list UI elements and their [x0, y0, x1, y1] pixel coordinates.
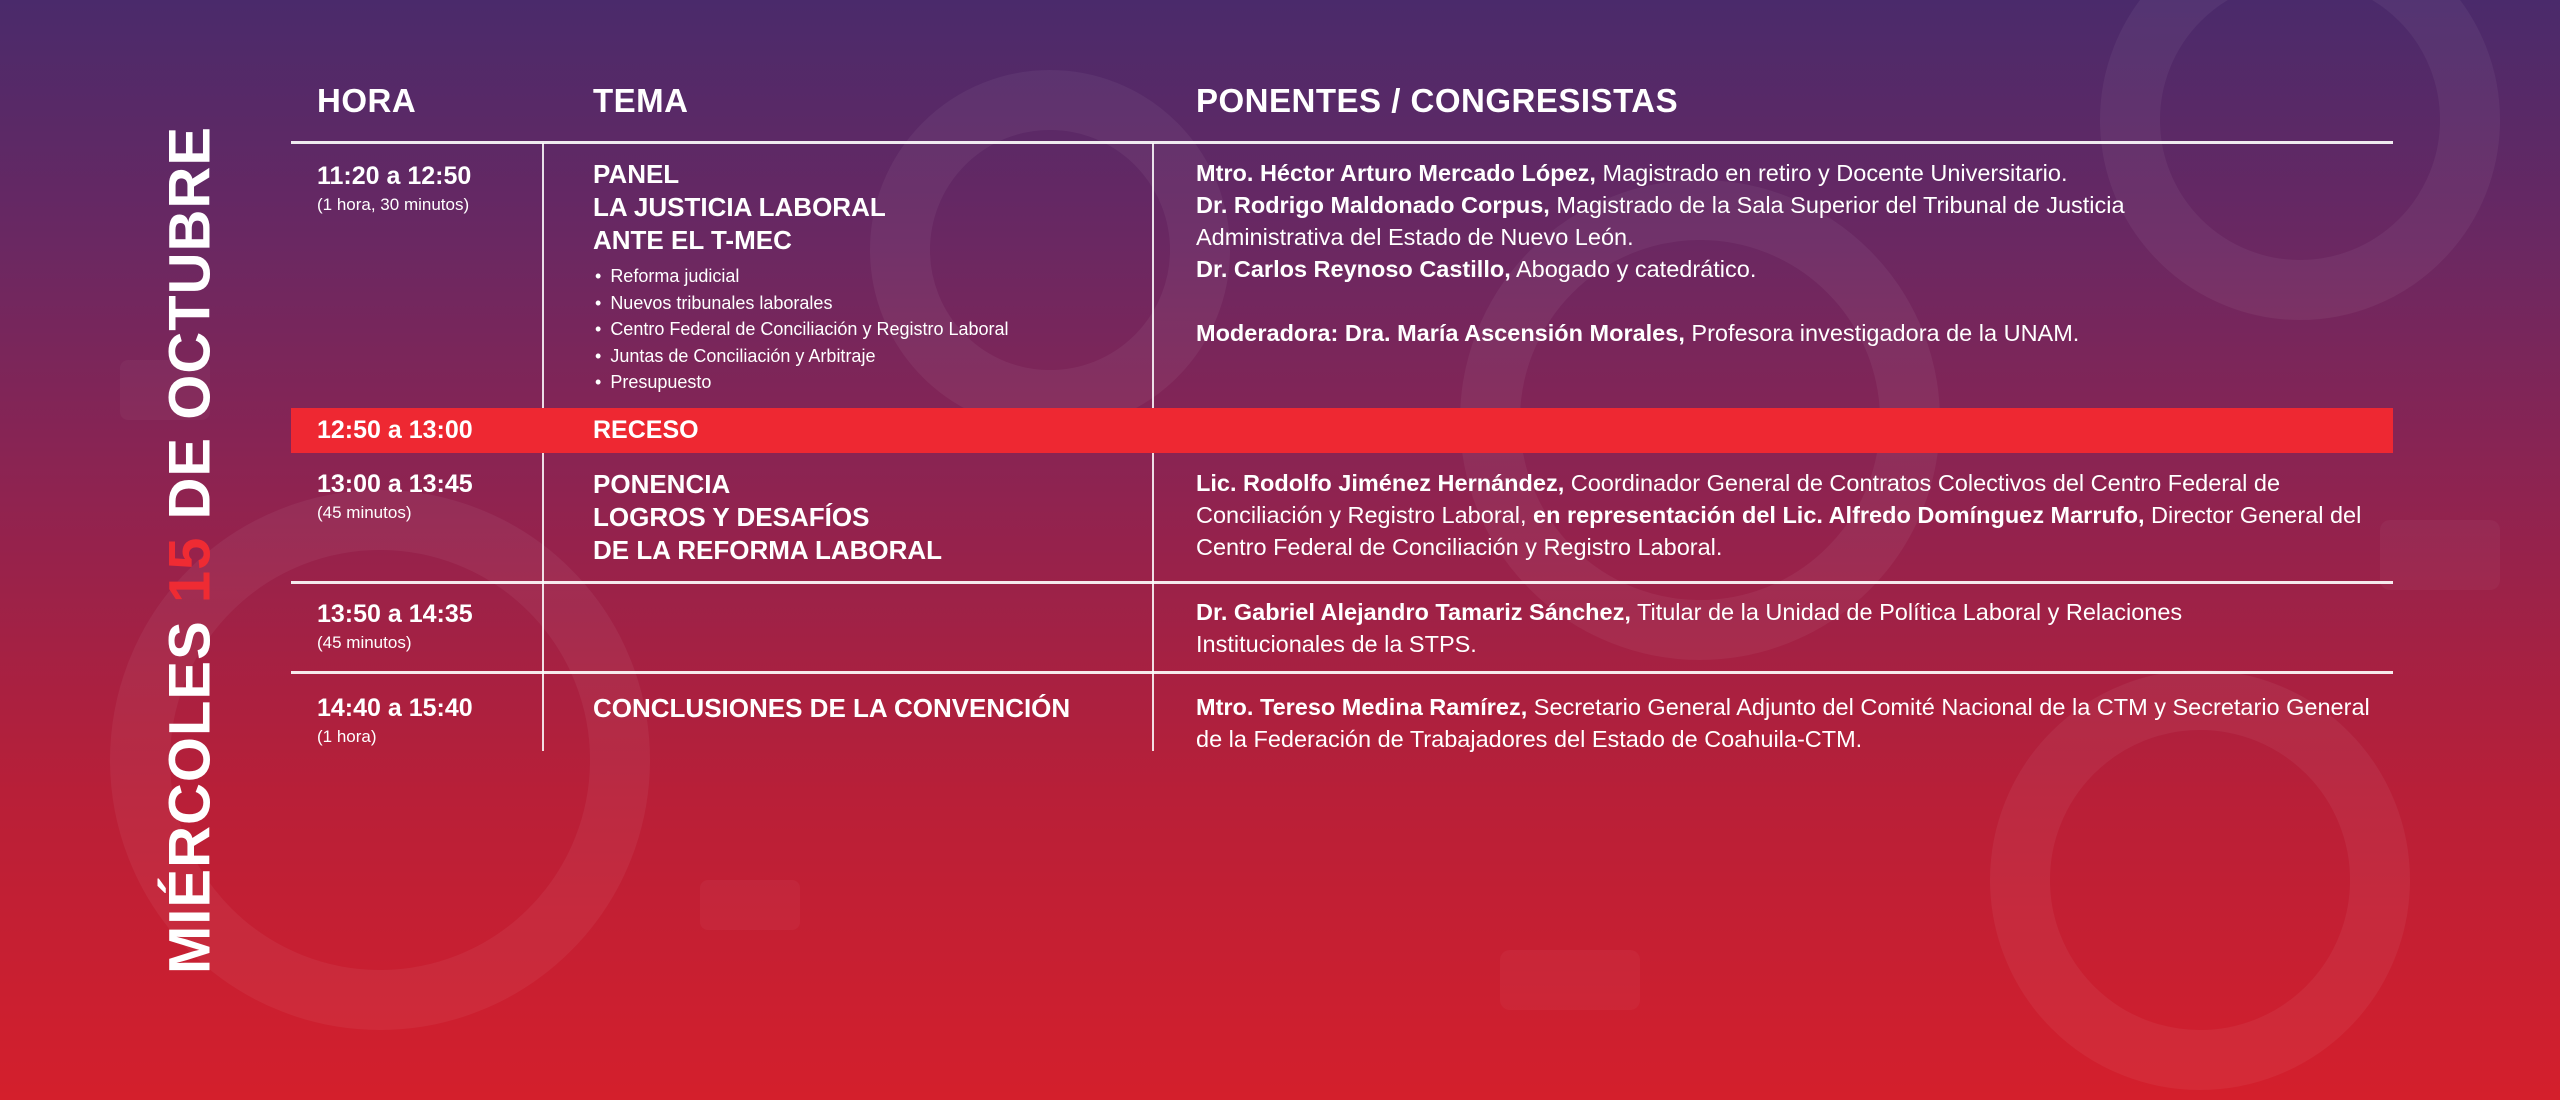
row-divider: [291, 671, 2393, 674]
moderator-entry: [1196, 317, 2396, 349]
row1-duration: (1 hora, 30 minutos): [317, 195, 470, 214]
recess-label: RECESO: [593, 416, 699, 444]
row3-speakers: [1196, 467, 2396, 563]
speaker-entry: [1196, 467, 2396, 563]
bullet-item: • Reforma judicial: [595, 263, 1009, 290]
speaker-name: Lic. Rodolfo Jiménez Hernández,: [1196, 470, 1565, 496]
day-title-prefix: MIÉRCOLES: [157, 603, 223, 975]
topic-line: PANEL: [593, 159, 680, 189]
speaker-emphasis: en representación del Lic. Alfredo Domínguez Marrufo,: [1533, 502, 2145, 528]
speaker-entry: [1196, 189, 2256, 253]
schedule-table: [291, 0, 2393, 1100]
speaker-name: Dr. Rodrigo Maldonado Corpus,: [1196, 192, 1550, 218]
row5-speakers: [1196, 691, 2376, 755]
row5-topic: CONCLUSIONES DE LA CONVENCIÓN: [593, 693, 1071, 723]
speaker-desc: Titular de la Unidad de Política Laboral y Relaciones Institucionales de la STPS.: [1196, 599, 2183, 657]
speaker-entry: [1196, 691, 2376, 755]
topic-line: LOGROS Y DESAFÍOS: [593, 502, 870, 532]
speaker-desc: Secretario General Adjunto del Comité Nacional de la CTM y Secretario General de la Federación de Trabajadores del Estado de Coahuila-CTM.: [1196, 694, 2370, 752]
row5-duration: (1 hora): [317, 727, 377, 746]
row3-duration: (45 minutos): [317, 503, 412, 522]
speaker-entry: [1196, 253, 2396, 285]
column-divider: [1152, 453, 1154, 751]
row1-speakers: [1196, 157, 2396, 349]
header-tema: TEMA: [593, 82, 689, 119]
speaker-desc: Magistrado en retiro y Docente Universitario.: [1595, 160, 2068, 186]
speaker-entry: [1196, 596, 2316, 660]
speaker-name: Mtro. Tereso Medina Ramírez,: [1196, 694, 1528, 720]
speaker-name: Moderadora: Dra. María Ascensión Morales,: [1196, 320, 1685, 346]
row4-speakers: [1196, 596, 2316, 660]
topic-line: LA JUSTICIA LABORAL: [593, 192, 886, 222]
day-title-number: 15: [157, 536, 223, 604]
speaker-desc: Abogado y catedrático.: [1510, 256, 1757, 282]
speaker-name: Dr. Gabriel Alejandro Tamariz Sánchez,: [1196, 599, 1631, 625]
speaker-name: Mtro. Héctor Arturo Mercado López,: [1196, 160, 1596, 186]
speaker-desc: Profesora investigadora de la UNAM.: [1684, 320, 2080, 346]
column-divider: [542, 143, 544, 408]
row1-bullets: [595, 263, 1009, 396]
recess-time: 12:50 a 13:00: [317, 416, 473, 444]
bullet-item: • Juntas de Conciliación y Arbitraje: [595, 343, 1009, 370]
speaker-desc: Coordinador General de Contratos Colectivos del Centro Federal de Conciliación y Registro Laboral,: [1196, 470, 2281, 528]
topic-line: DE LA REFORMA LABORAL: [593, 535, 943, 565]
speaker-entry: [1196, 157, 2396, 189]
speaker-name: Dr. Carlos Reynoso Castillo,: [1196, 256, 1511, 282]
header-ponentes: PONENTES / CONGRESISTAS: [1196, 82, 1679, 119]
row4-duration: (45 minutos): [317, 633, 412, 652]
day-title-suffix: DE OCTUBRE: [157, 125, 223, 537]
topic-line: PONENCIA: [593, 469, 731, 499]
bullet-item: • Centro Federal de Conciliación y Registro Laboral: [595, 316, 1009, 343]
header-divider: [291, 141, 2393, 144]
speaker-desc: Magistrado de la Sala Superior del Tribunal de Justicia Administrativa del Estado de Nuevo León.: [1196, 192, 2125, 250]
row3-time: 13:00 a 13:45: [317, 470, 473, 498]
column-divider: [1152, 143, 1154, 408]
topic-line: ANTE EL T-MEC: [593, 225, 792, 255]
row5-time: 14:40 a 15:40: [317, 694, 473, 722]
bullet-item: • Nuevos tribunales laborales: [595, 290, 1009, 317]
column-divider: [542, 453, 544, 751]
row1-topic: [593, 158, 886, 257]
bullet-item: • Presupuesto: [595, 369, 1009, 396]
row4-time: 13:50 a 14:35: [317, 600, 473, 628]
row3-topic: [593, 468, 942, 567]
row1-time: 11:20 a 12:50: [317, 162, 472, 190]
speaker-desc: Director General del Centro Federal de Conciliación y Registro Laboral.: [1196, 502, 2362, 560]
row-divider: [291, 581, 2393, 584]
day-title: [157, 126, 224, 974]
header-hora: HORA: [317, 82, 417, 119]
